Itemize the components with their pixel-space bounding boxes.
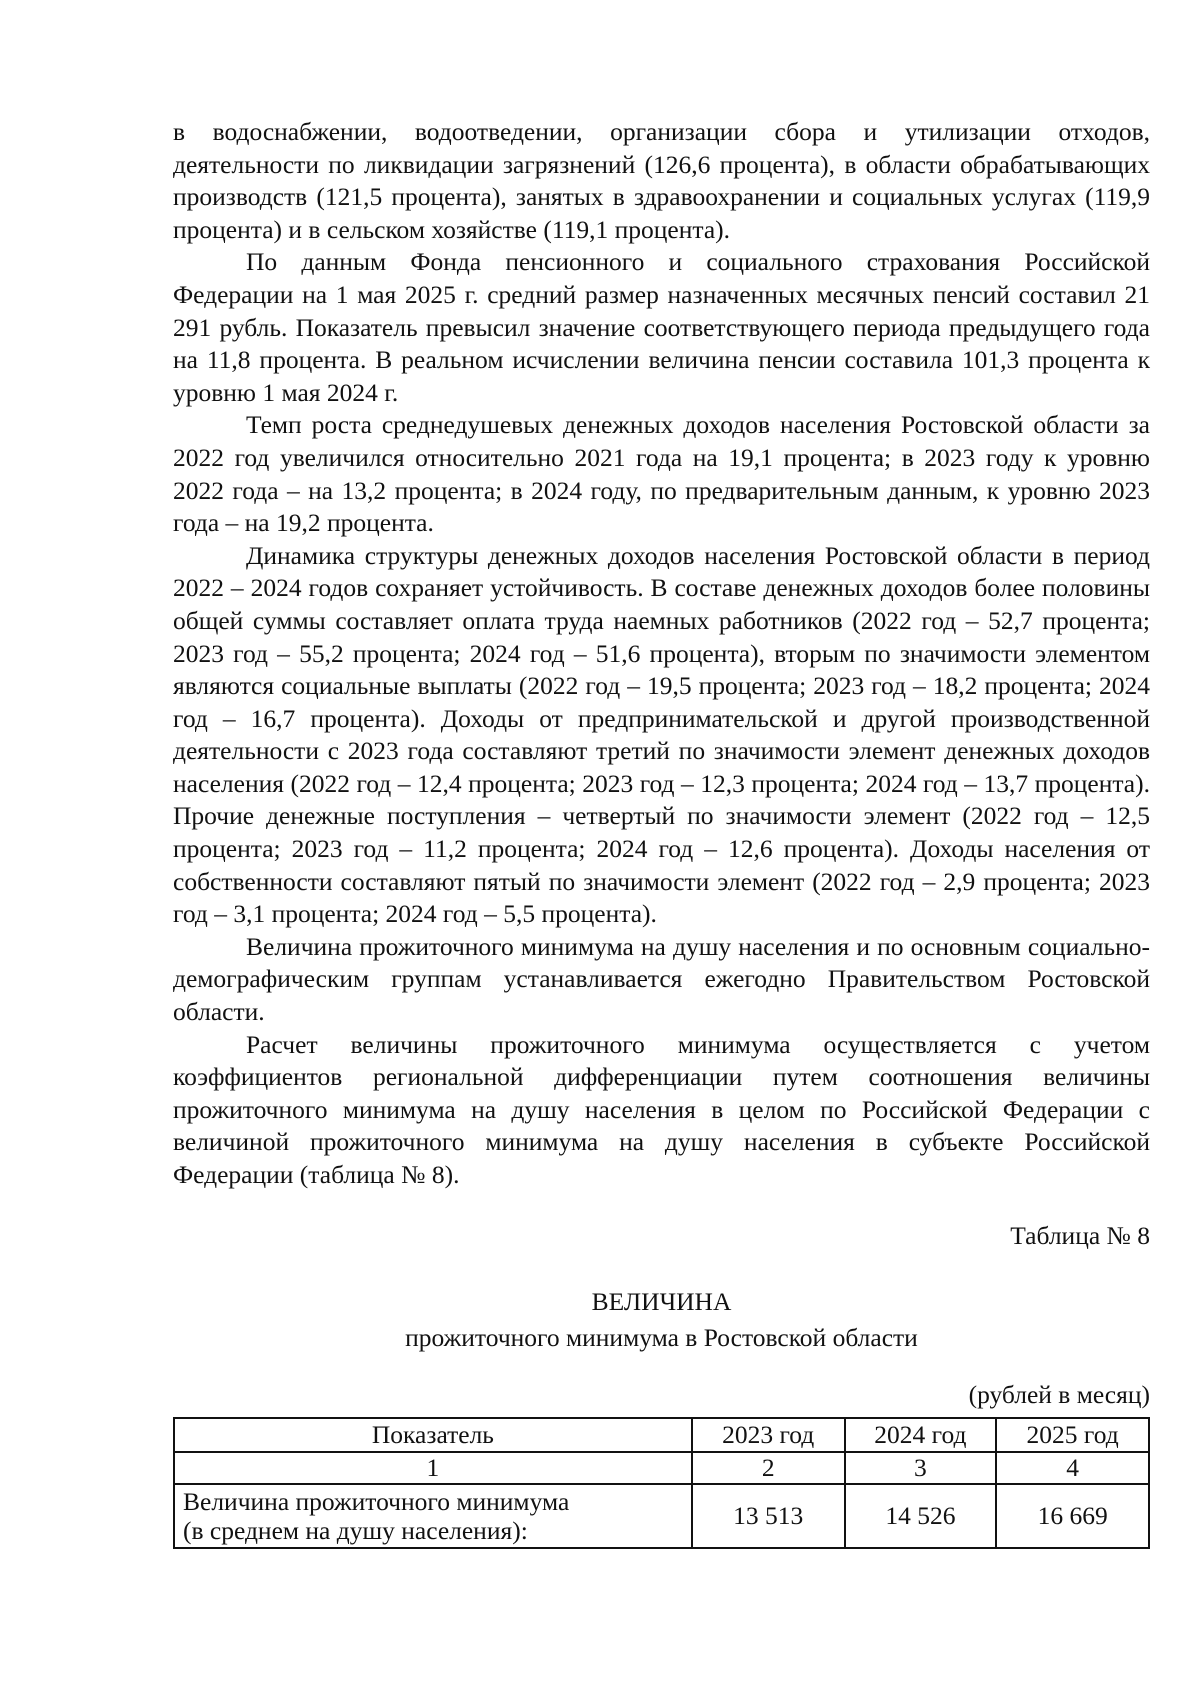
table-row	[174, 1484, 1149, 1548]
value-2023: 13 513	[692, 1484, 845, 1548]
table-column-numbers-row	[174, 1452, 1149, 1484]
header-2024: 2024 год	[845, 1418, 997, 1452]
paragraph-income-structure: Динамика структуры денежных доходов населения Ростовской области в период 2022 – 2024 годов сохраняет устойчивость. В составе денежных доходов более половины общей суммы составляет оплата труда наемных работников (2022 год – 52,7 процента; 2023 год – 55,2 процента; 2024 год – 51,6 процента), вторым по значимости элементом являются социальные выплаты (2022 год – 19,5 процента; 2023 год – 18,2 процента; 2024 год – 16,7 процента). Доходы от предпринимательской и другой производственной деятельности с 2023 года составляют третий по значимости элемент денежных доходов населения (2022 год – 12,4 процента; 2023 год – 12,3 процента; 2024 год – 13,7 процента). Прочие денежные поступления – четвертый по значимости элемент (2022 год – 12,5 процента; 2023 год – 11,2 процента; 2024 год – 12,6 процента). Доходы населения от собственности составляют пятый по значимости элемент (2022 год – 2,9 процента; 2023 год – 3,1 процента; 2024 год – 5,5 процента).	[173, 540, 1150, 929]
header-indicator: Показатель	[174, 1418, 692, 1452]
column-number: 1	[174, 1452, 692, 1484]
row-label-line: Величина прожиточного минимума	[183, 1486, 570, 1516]
column-number: 2	[692, 1452, 845, 1484]
paragraph-income-growth: Темп роста среднедушевых денежных доходов населения Ростовской области за 2022 год увеличился относительно 2021 года на 19,1 процента; в 2023 году к уровню 2022 года – на 13,2 процента; в 2024 году, по предварительным данным, к уровню 2023 года – на 19,2 процента.	[173, 410, 1150, 538]
column-number: 4	[996, 1452, 1149, 1484]
column-number: 3	[845, 1452, 997, 1484]
table-units: (рублей в месяц)	[968, 1379, 1150, 1409]
paragraph-pensions: По данным Фонда пенсионного и социального страхования Российской Федерации на 1 мая 2025 г. средний размер назначенных месячных пенсий составил 21 291 рубль. Показатель превысил значение соответствующего периода предыдущего года на 11,8 процента. В реальном исчислении величина пенсии составила 101,3 процента к уровню 1 мая 2024 г.	[173, 247, 1150, 407]
table-title: ВЕЛИЧИНА	[591, 1286, 732, 1316]
paragraph-subsistence-minimum: Величина прожиточного минимума на душу населения и по основным социально-демографическим группам устанавливается ежегодно Правительством Ростовской области.	[173, 931, 1150, 1027]
table-subtitle: прожиточного минимума в Ростовской области	[405, 1322, 918, 1352]
table-number-label: Таблица № 8	[1010, 1220, 1150, 1250]
table-header-row	[174, 1418, 1149, 1452]
document-page	[173, 116, 1150, 1549]
row-label	[174, 1484, 692, 1548]
subsistence-minimum-table	[173, 1417, 1150, 1549]
paragraph-calculation: Расчет величины прожиточного минимума осуществляется с учетом коэффициентов региональной дифференциации путем соотношения величины прожиточного минимума на душу населения в целом по Российской Федерации с величиной прожиточного минимума на душу населения в субъекте Российской Федерации (таблица № 8).	[173, 1029, 1150, 1189]
value-2025: 16 669	[996, 1484, 1149, 1548]
header-2023: 2023 год	[692, 1418, 845, 1452]
row-label-line: (в среднем на душу населения):	[183, 1515, 528, 1545]
header-2025: 2025 год	[996, 1418, 1149, 1452]
paragraph-continuation: в водоснабжении, водоотведении, организации сбора и утилизации отходов, деятельности по ликвидации загрязнений (126,6 процента), в области обрабатывающих производств (121,5 процента), занятых в здравоохранении и социальных услугах (119,9 процента) и в сельском хозяйстве (119,1 процента).	[173, 117, 1150, 244]
value-2024: 14 526	[845, 1484, 997, 1548]
